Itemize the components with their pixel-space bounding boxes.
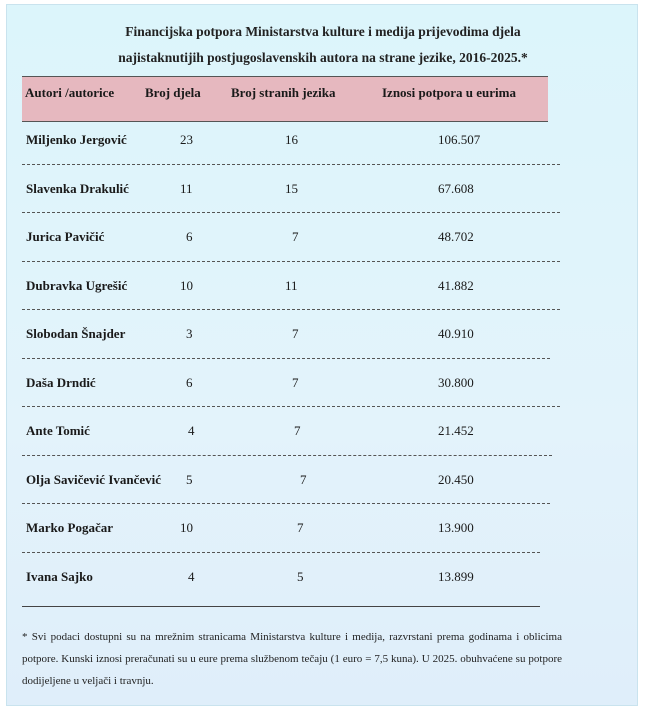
cell-works: 4 (188, 423, 195, 438)
cell-works: 6 (186, 229, 193, 244)
row-divider (22, 164, 560, 165)
cell-works: 6 (186, 374, 193, 390)
cell-author: Jurica Pavičić (26, 229, 105, 244)
row-divider (22, 552, 540, 553)
document-title (27, 19, 619, 71)
cell-languages: 7 (292, 229, 299, 244)
cell-amount: 30.800 (438, 374, 474, 390)
cell-amount: 20.450 (438, 471, 474, 487)
cell-works: 10 (180, 277, 193, 293)
cell-author: Ante Tomić (26, 423, 90, 438)
header-languages: Broj stranih jezika (231, 85, 336, 100)
title-line-2: najistaknutijih postjugoslavenskih autora na strane jezike, 2016-2025.* (118, 50, 528, 65)
row-divider (22, 503, 550, 504)
cell-amount: 48.702 (438, 229, 474, 244)
cell-amount: 106.507 (438, 132, 481, 147)
cell-author: Miljenko Jergović (26, 132, 127, 147)
header-amount: Iznosi potpora u eurima (382, 85, 516, 100)
cell-author: Dubravka Ugrešić (26, 277, 128, 293)
cell-works: 5 (186, 471, 193, 487)
cell-author: Ivana Sajko (26, 568, 93, 584)
cell-author: Olja Savičević Ivančević (26, 471, 162, 487)
cell-works: 3 (186, 326, 193, 341)
cell-author: Marko Pogačar (26, 520, 114, 535)
cell-works: 23 (180, 132, 193, 147)
cell-amount: 13.899 (438, 568, 474, 584)
row-divider (22, 261, 560, 262)
header-author: Autori /autorice (25, 85, 115, 100)
cell-languages: 11 (285, 277, 298, 293)
cell-works: 4 (188, 568, 195, 584)
cell-amount: 21.452 (438, 423, 474, 438)
cell-languages: 16 (285, 132, 298, 147)
cell-languages: 5 (297, 568, 304, 584)
header-works: Broj djela (145, 85, 201, 100)
cell-amount: 41.882 (438, 277, 474, 293)
cell-amount: 13.900 (438, 520, 474, 535)
cell-amount: 67.608 (438, 180, 474, 196)
cell-languages: 15 (285, 180, 298, 196)
cell-languages: 7 (292, 374, 299, 390)
row-divider (22, 212, 560, 213)
cell-works: 10 (180, 520, 193, 535)
cell-works: 11 (180, 180, 193, 196)
cell-author: Slobodan Šnajder (26, 326, 126, 341)
cell-languages: 7 (294, 423, 301, 438)
row-divider (22, 455, 552, 456)
cell-author: Slavenka Drakulić (26, 180, 129, 196)
footnote: * Svi podaci dostupni su na mrežnim stranicama Ministarstva kulture i medija, razvrstani prema godinama i oblicima potpore. Kunski iznosi preračunati su u eure prema službenom tečaju (1 euro = 7,5 kuna). U 2025. obuhvaćene su potpore dodijeljene u veljači i travnju. (22, 631, 562, 687)
cell-languages: 7 (300, 471, 307, 487)
cell-author: Daša Drndić (26, 374, 96, 390)
row-divider (22, 309, 560, 310)
table-header (22, 76, 548, 122)
cell-languages: 7 (297, 520, 304, 535)
row-divider (22, 358, 550, 359)
table-row (22, 560, 562, 608)
row-divider (22, 406, 560, 407)
title-line-1: Financijska potpora Ministarstva kulture i medija prijevodima djela (125, 24, 521, 39)
cell-languages: 7 (292, 326, 299, 341)
cell-amount: 40.910 (438, 326, 474, 341)
table-bottom-rule (22, 606, 540, 607)
